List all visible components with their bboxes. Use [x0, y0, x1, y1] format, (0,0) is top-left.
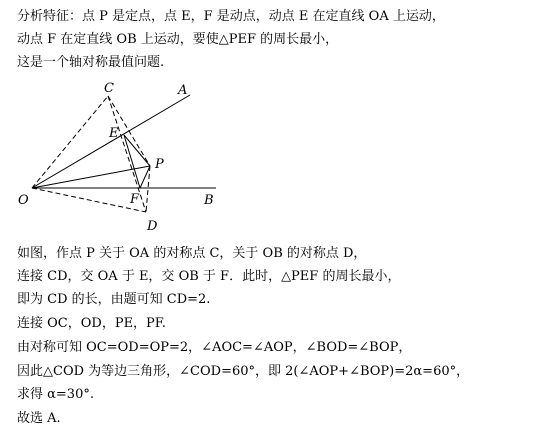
intro-line-3: 这是一个轴对称最值问题. [17, 55, 165, 70]
label-c: C [104, 81, 114, 96]
ray-oa [32, 95, 190, 188]
label-e: E [109, 126, 119, 141]
intro-line-2: 动点 F 在定直线 OB 上运动，要使△PEF 的周长最小， [17, 32, 339, 47]
segment-oc [32, 96, 108, 188]
solution-line-4: 连接 OC，OD，PE，PF. [17, 316, 166, 331]
intro-line-1: 分析特征：点 P 是定点，点 E，F 是动点，动点 E 在定直线 OA 上运动， [17, 9, 445, 24]
solution-line-1: 如图，作点 P 关于 OA 的对称点 C，关于 OB 的对称点 D， [17, 246, 367, 261]
label-p: P [155, 157, 164, 172]
label-b: B [204, 193, 214, 208]
solution-line-5: 由对称可知 OC=OD=OP=2，∠AOC=∠AOP，∠BOD=∠BOP， [17, 340, 412, 355]
solution-line-6: 因此△COD 为等边三角形，∠COD=60°，即 2(∠AOP+∠BOP)=2α=60°， [17, 364, 470, 379]
solution-line-2: 连接 CD，交 OA 于 E，交 OB 于 F．此时，△PEF 的周长最小， [17, 269, 401, 284]
segment-op [32, 166, 150, 188]
solution-line-8: 故选 A. [17, 411, 61, 426]
solution-line-3: 即为 CD 的长，由题可知 CD=2. [17, 292, 211, 307]
segment-od [32, 188, 146, 212]
segment-ef [124, 135, 140, 188]
label-a: A [178, 83, 188, 98]
solution-line-7: 求得 α=30°. [17, 387, 94, 402]
segment-pe [124, 135, 150, 166]
label-f: F [130, 192, 140, 207]
label-d: D [147, 219, 158, 234]
label-o: O [18, 193, 29, 208]
